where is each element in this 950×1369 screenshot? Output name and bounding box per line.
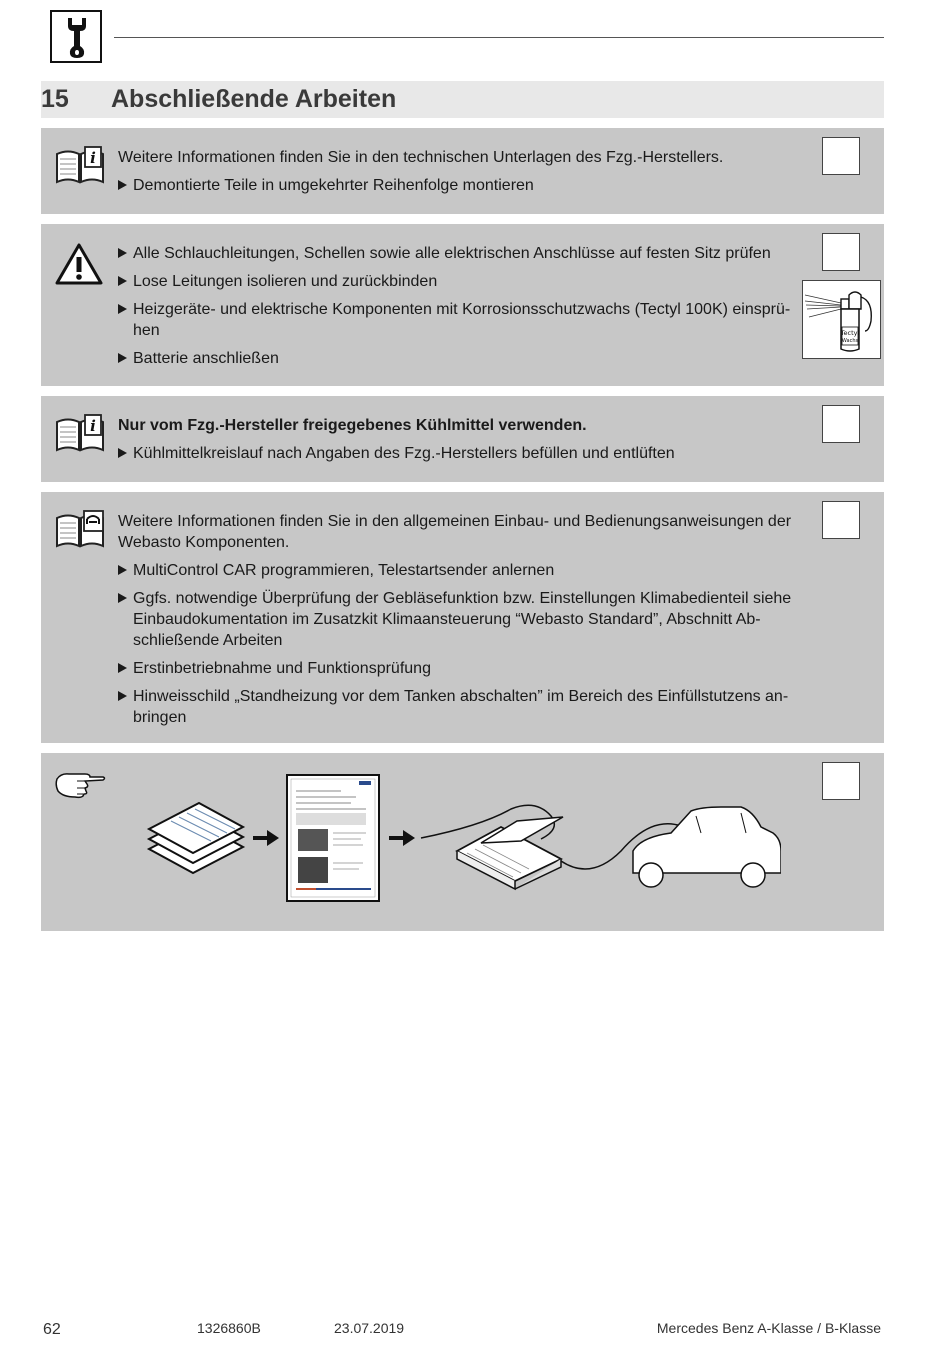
checkbox[interactable] xyxy=(822,501,860,539)
book-webasto-icon xyxy=(55,510,105,553)
panel-1-paragraph: Weitere Informationen finden Sie in den technischen Unterlagen des Fzg.-Herstellers. xyxy=(118,149,724,166)
list-item-text: Alle Schlauchleitungen, Schellen sowie alle elektrischen Anschlüsse auf festen Sitz prüfen xyxy=(133,245,771,262)
page-number: 62 xyxy=(43,1321,61,1338)
info-panel-1 xyxy=(41,128,884,214)
checkbox[interactable] xyxy=(822,405,860,443)
bullet-triangle-icon xyxy=(118,304,127,314)
doc-date: 23.07.2019 xyxy=(334,1320,405,1336)
bullet-triangle-icon xyxy=(118,565,127,575)
paper-stack-icon xyxy=(149,803,243,873)
list-item xyxy=(118,348,798,369)
bullet-triangle-icon xyxy=(118,180,127,190)
webasto-panel xyxy=(41,492,884,743)
bullet-triangle-icon xyxy=(118,691,127,701)
panel-3-content xyxy=(118,415,798,471)
list-item-text: Lose Leitungen isolieren und zurückbinden xyxy=(133,273,438,290)
pointing-hand-icon xyxy=(55,769,107,804)
list-item-text: Demontierte Teile in umgekehrter Reihenfolge montieren xyxy=(133,177,534,194)
list-item xyxy=(118,686,798,728)
warning-panel xyxy=(41,224,884,386)
bullet-triangle-icon xyxy=(118,448,127,458)
wrench-icon xyxy=(50,10,102,63)
checkbox[interactable] xyxy=(822,233,860,271)
list-item xyxy=(118,271,798,292)
list-item xyxy=(118,588,798,651)
list-item-text: Batterie anschließen xyxy=(133,350,279,367)
panel-4-paragraph: Weitere Informationen finden Sie in den allgemeinen Einbau- und Bedienungsanweisungen der Webasto Komponenten. xyxy=(118,513,792,551)
list-item-text: MultiControl CAR programmieren, Telestartsender anlernen xyxy=(133,562,555,579)
warning-triangle-icon xyxy=(55,242,103,291)
list-item-text: Kühlmittelkreislauf nach Angaben des Fzg.-Herstellers befüllen und entlüften xyxy=(133,445,675,462)
panel-2-content xyxy=(118,243,798,376)
list-item xyxy=(118,560,798,581)
illustration-panel xyxy=(41,753,884,931)
header-rule xyxy=(114,37,884,38)
svg-text:i: i xyxy=(90,149,96,167)
list-item-text: Heizgeräte- und elektrische Komponenten mit Korrosionsschutzwachs (Tectyl 100K) einsprü-hen xyxy=(133,301,791,339)
documents-to-manual-to-vehicle-illustration xyxy=(141,771,781,911)
list-item xyxy=(118,299,798,341)
svg-text:i: i xyxy=(90,417,96,435)
list-item-text: Ggfs. notwendige Überprüfung der Gebläsefunktion bzw. Einstellungen Klimabedienteil siehe Einbaudokumentation im Zusatzkit Klimaansteuerung “Webasto Standard”, Abschnitt Ab-schließende Arbeiten xyxy=(133,590,792,649)
panel-4-content xyxy=(118,511,798,735)
spray-label-2: Wachs xyxy=(841,338,859,344)
list-item xyxy=(118,175,798,196)
bullet-triangle-icon xyxy=(118,276,127,286)
coolant-notice: Nur vom Fzg.-Hersteller freigegebenes Kühlmittel verwenden. xyxy=(118,417,587,434)
bullet-triangle-icon xyxy=(118,248,127,258)
car-icon xyxy=(633,807,781,887)
checkbox[interactable] xyxy=(822,137,860,175)
spray-can-icon xyxy=(802,280,881,359)
panel-1-content xyxy=(118,147,798,203)
list-item xyxy=(118,243,798,264)
bullet-triangle-icon xyxy=(118,663,127,673)
info-panel-2 xyxy=(41,396,884,482)
list-item-text: Hinweisschild „Standheizung vor dem Tanken abschalten” im Bereich des Einfüllstutzens an-bringen xyxy=(133,688,789,726)
doc-number: 1326860B xyxy=(197,1320,261,1336)
vehicle-model: Mercedes Benz A-Klasse / B-Klasse xyxy=(656,1320,881,1336)
checkbox[interactable] xyxy=(822,762,860,800)
section-number: 15 xyxy=(41,85,69,113)
list-item-text: Erstinbetriebnahme und Funktionsprüfung xyxy=(133,660,431,677)
open-manual-icon xyxy=(457,817,563,889)
list-item xyxy=(118,658,798,679)
section-title: Abschließende Arbeiten xyxy=(111,85,397,113)
bullet-triangle-icon xyxy=(118,353,127,363)
bullet-triangle-icon xyxy=(118,593,127,603)
instruction-document-icon xyxy=(287,775,379,901)
book-info-icon xyxy=(55,146,105,189)
book-info-icon xyxy=(55,414,105,457)
list-item xyxy=(118,443,798,464)
spray-label-1: Tectyl xyxy=(840,329,860,337)
section-heading xyxy=(41,81,884,118)
